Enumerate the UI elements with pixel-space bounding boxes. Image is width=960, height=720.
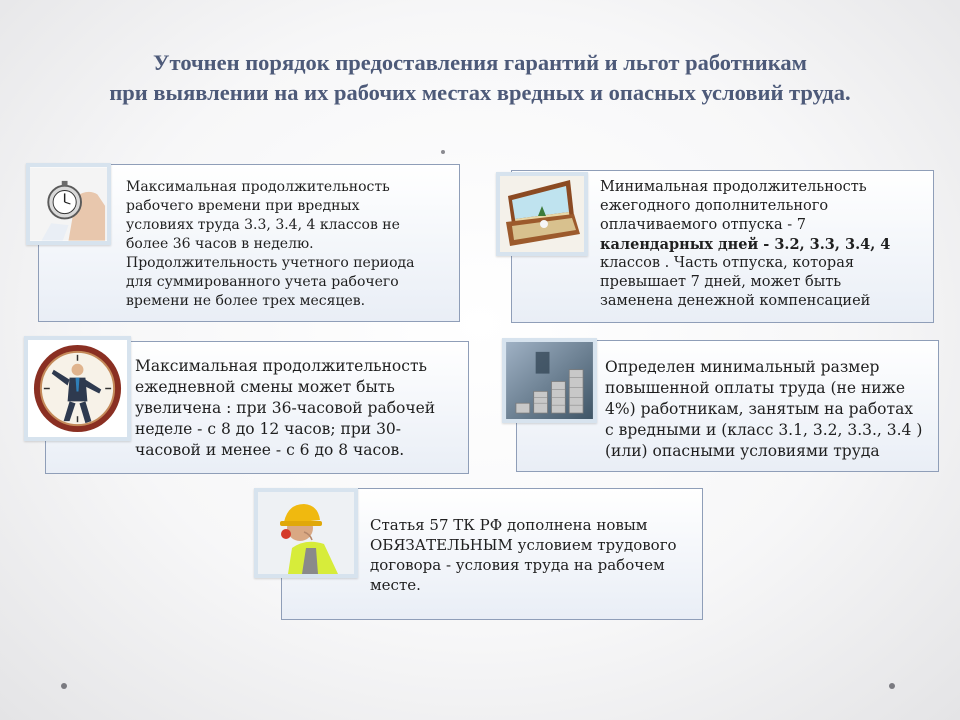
card-text-line: с вредными и (класс 3.1, 3.2, 3.3., 3.4 ): [605, 421, 923, 439]
card-text-line: часовой и менее - с 6 до 8 часов.: [135, 441, 405, 459]
card-text-line: календарных дней - 3.2, 3.3, 3.4, 4: [600, 236, 891, 253]
card-text-line: заменена денежной компенсацией: [600, 293, 871, 309]
card-text-line: ОБЯЗАТЕЛЬНЫМ условием трудового: [370, 536, 677, 554]
card-text-line: неделе - с 8 до 12 часов; при 30-: [135, 420, 402, 438]
card-text-line: 4%) работникам, занятым на работах: [605, 400, 914, 418]
card-text-line: увеличена : при 36-часовой рабочей: [135, 399, 436, 417]
card-text-line: условиях труда 3.3, 3.4, 4 классов не: [126, 217, 400, 233]
briefcase-beach-icon: [496, 172, 588, 256]
wall-clock-businessman-icon: [24, 336, 131, 441]
decorative-dot-bottom-right: [889, 683, 895, 689]
coin-stacks-icon: [502, 338, 597, 423]
card-text-line: времени не более трех месяцев.: [126, 293, 366, 309]
card-text-line: Максимальная продолжительность: [126, 179, 390, 195]
card-payment-text: [605, 357, 922, 462]
card-text-line: классов . Часть отпуска, которая: [600, 255, 854, 271]
card-text-line: оплачиваемого отпуска - 7: [600, 217, 806, 233]
card-working-time-text: [126, 178, 415, 311]
card-text-line: ежегодного дополнительного: [600, 198, 829, 214]
card-text-line: рабочего времени при вредных: [126, 198, 360, 214]
stopwatch-hand-icon: [26, 163, 111, 245]
slide-title: [0, 48, 960, 108]
card-text-line: Продолжительность учетного периода: [126, 255, 415, 271]
card-shift-text: [135, 356, 435, 461]
card-text-line: Определен минимальный размер: [605, 358, 880, 376]
title-line-1: Уточнен порядок предоставления гарантий и льгот работникам: [153, 50, 807, 75]
card-vacation-text: [600, 178, 890, 311]
card-text-line: более 36 часов в неделю.: [126, 236, 314, 252]
decorative-dot-bottom-left: [61, 683, 67, 689]
card-text-line: Минимальная продолжительность: [600, 179, 867, 195]
card-text-line: для суммированного учета рабочего: [126, 274, 399, 290]
decorative-dot-top: [441, 150, 445, 154]
card-text-line: повышенной оплаты труда (не ниже: [605, 379, 906, 397]
card-labor-code-text: [370, 515, 677, 595]
worker-hardhat-icon: [254, 488, 358, 578]
card-text-line: договора - условия труда на рабочем: [370, 556, 665, 574]
card-text-line: превышает 7 дней, может быть: [600, 274, 842, 290]
card-text-line: Статья 57 ТК РФ дополнена новым: [370, 516, 648, 534]
card-text-line: Максимальная продолжительность: [135, 357, 427, 375]
card-text-line: месте.: [370, 576, 421, 594]
card-text-line: ежедневной смены может быть: [135, 378, 395, 396]
card-text-line: (или) опасными условиями труда: [605, 442, 880, 460]
title-line-2: при выявлении на их рабочих местах вредных и опасных условий труда.: [109, 80, 851, 105]
